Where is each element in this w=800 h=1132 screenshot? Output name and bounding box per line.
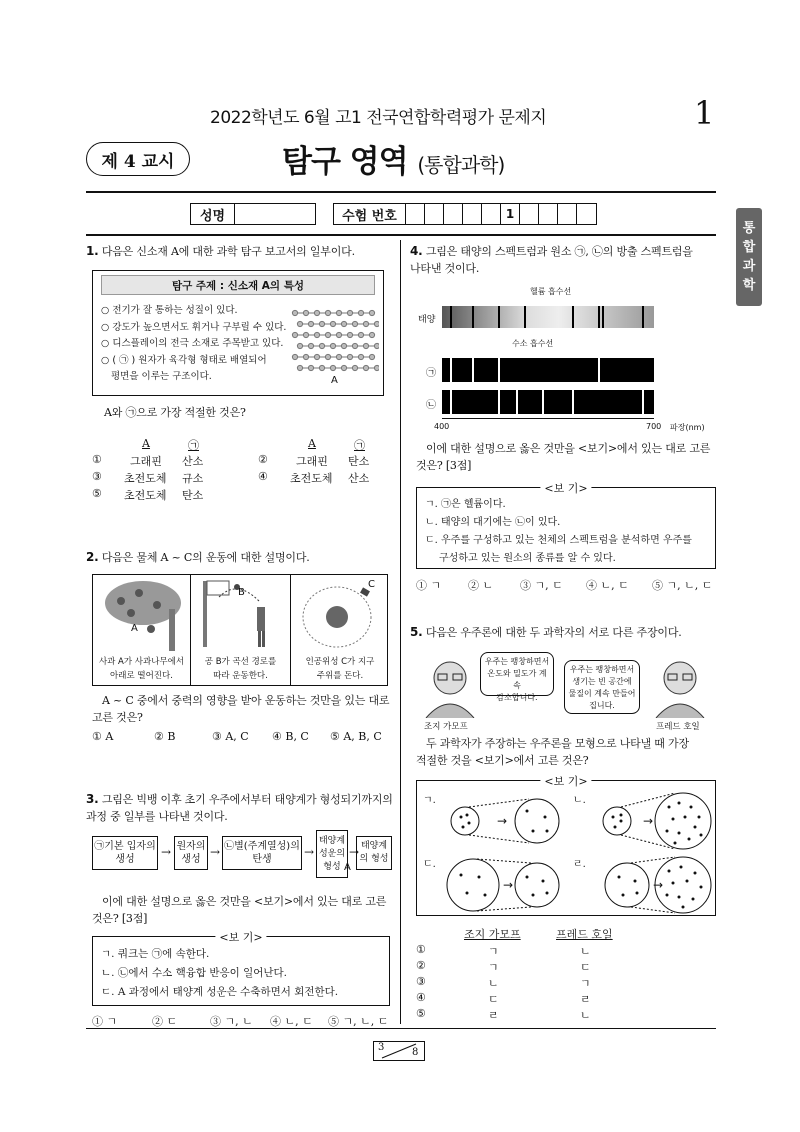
bogi-item: ㄱ. 쿼크는 ㉠에 속한다. (101, 948, 210, 960)
q1-bullets: ○ 전기가 잘 통하는 성질이 있다. ○ 강도가 높으면서도 휘거나 구부릴 수 있다. ○ 디스플레이의 전극 소재로 주목받고 있다. ○ ( ㉠ ) 원자가 육각형 형태로 배열되어 평면을 이루는 구조이다. (101, 305, 287, 382)
svg-text:→: → (643, 814, 654, 828)
svg-text:→: → (503, 878, 514, 892)
q2-choices (92, 730, 392, 746)
panel-label: ㄷ. (423, 859, 436, 870)
q1-question: A와 ㉠으로 가장 적절한 것은? (104, 406, 246, 419)
flow-arrow-icon: → (161, 845, 172, 859)
flow-label-a: A (344, 862, 351, 873)
q5-col-left: 조지 가모프 (464, 928, 521, 941)
q4-choice-2[interactable]: ② ㄴ (468, 579, 494, 592)
q5-choice-5[interactable]: ⑤ ㄹ ㄴ (416, 1007, 591, 1022)
q1-box-title: 탐구 주제 : 신소재 A의 특성 (101, 275, 375, 295)
q1-figure-label: A (331, 375, 338, 386)
q1-stem: 1. 다음은 신소재 A에 대한 과학 탐구 보고서의 일부이다. (86, 244, 355, 258)
svg-text:→: → (653, 878, 664, 892)
page-number: 1 (694, 94, 715, 132)
bogi-item: 구성하고 있는 원소의 종류를 알 수 있다. (439, 553, 616, 564)
flow-step-5: 태양계의 형성 (356, 836, 392, 870)
bogi-title: <보 기> (215, 929, 266, 945)
q5-question: 두 과학자가 주장하는 우주론을 모형으로 나타낼 때 가장 적절한 것을 <보기>에서 고른 것은? (416, 737, 689, 767)
q3-choice-4[interactable]: ④ ㄴ, ㄷ (270, 1015, 313, 1028)
q3-flow-diagram (92, 828, 392, 888)
exam-number-digit: 1 (501, 204, 520, 224)
panel-label: ㄱ. (423, 795, 436, 806)
q2-choice-2[interactable]: ② B (154, 730, 176, 743)
exam-number-label: 수험 번호 (334, 204, 406, 224)
exam-number-cell[interactable] (539, 204, 558, 224)
exam-number-cell[interactable] (520, 204, 539, 224)
bogi-title: <보 기> (540, 773, 591, 789)
gamow-name: 조지 가모프 (424, 722, 468, 732)
apple-tree-icon (101, 579, 186, 651)
panel-label: ㄴ. (573, 795, 586, 806)
page-indicator (373, 1041, 425, 1061)
gamow-speech-bubble: 우주는 팽창하면서 온도와 밀도가 계속 감소합니다. (480, 652, 554, 696)
exam-number-cell[interactable] (444, 204, 463, 224)
sun-spectrum (442, 306, 654, 328)
q5-stem: 5. 다음은 우주론에 대한 두 과학자의 서로 다른 주장이다. (410, 625, 682, 639)
exam-number-cell[interactable] (482, 204, 501, 224)
q5-scientists-figure (416, 650, 716, 732)
q2-choice-3[interactable]: ③ A, C (212, 730, 249, 743)
bogi-item: ㄱ. ㉠은 헬륨이다. (425, 499, 506, 510)
panel-label: ㄹ. (573, 859, 586, 870)
flow-arrow-icon: → (304, 845, 315, 859)
bogi-item: ㄷ. A 과정에서 태양계 성운은 수축하면서 회전한다. (101, 986, 339, 998)
q3-question: 이에 대한 설명으로 옳은 것만을 <보기>에서 있는 대로 고른 것은? [3점] (92, 895, 387, 925)
subject-sub: (통합과학) (417, 153, 505, 177)
q4-choices (416, 577, 720, 593)
q2-figure-box (92, 574, 388, 686)
axis-unit: 파장(nm) (670, 423, 705, 432)
flow-arrow-icon: → (349, 845, 360, 859)
bogi-item: ㄴ. ㉡에서 수소 핵융합 반응이 일어난다. (101, 967, 288, 979)
header-rule (86, 191, 716, 193)
page-total: 8 (412, 1047, 419, 1058)
q1-report-box (92, 270, 384, 396)
exam-number-cell[interactable] (577, 204, 596, 224)
q2-label-a: A (131, 623, 138, 634)
universe-model-diagrams (417, 781, 715, 915)
flow-arrow-icon: → (210, 845, 221, 859)
q4-choice-4[interactable]: ④ ㄴ, ㄷ (586, 579, 629, 592)
exam-number-cell[interactable] (463, 204, 482, 224)
q4-choice-1[interactable]: ① ㄱ (416, 579, 442, 592)
q2-caption-b: 공 B가 곡선 경로를 따라 운동한다. (204, 657, 277, 681)
element-1-spectrum (442, 358, 654, 382)
row-label-2: ㉡ (426, 400, 436, 411)
q2-stem: 2. 다음은 물체 A ~ C의 운동에 대한 설명이다. (86, 550, 310, 564)
hydrogen-label: 수소 흡수선 (512, 339, 554, 348)
q5-choice-1[interactable]: ① ㄱ ㄴ (416, 943, 591, 958)
hoyle-name: 프레드 호일 (656, 722, 700, 732)
gamow-portrait-icon (422, 656, 478, 718)
axis-min: 400 (434, 422, 450, 431)
q2-label-c: C (368, 579, 375, 590)
q3-choice-3[interactable]: ③ ㄱ, ㄴ (210, 1015, 253, 1028)
q5-choices (416, 926, 716, 1026)
q5-col-right: 프레드 호일 (556, 928, 613, 941)
subject-title (282, 136, 504, 181)
name-field[interactable] (235, 204, 315, 224)
q2-choice-1[interactable]: ① A (92, 730, 114, 743)
name-field-box (190, 203, 316, 225)
q4-stem: 4. 그림은 태양의 스펙트럼과 원소 ㉠, ㉡의 방출 스펙트럼을 나타낸 것이다. (410, 244, 693, 275)
element-2-spectrum (442, 390, 654, 414)
graphene-lattice-icon (289, 307, 379, 379)
q4-choice-5[interactable]: ⑤ ㄱ, ㄴ, ㄷ (652, 579, 713, 592)
period-label: 제 4 교시 (86, 142, 190, 176)
q1-choice-1[interactable]: ① 그래핀 산소 (92, 453, 204, 468)
q4-choice-3[interactable]: ③ ㄱ, ㄷ (520, 579, 563, 592)
q2-question: A ~ C 중에서 중력의 영향을 받아 운동하는 것만을 있는 대로 고른 것은? (92, 694, 390, 724)
q5-choice-2[interactable]: ② ㄱ ㄷ (416, 959, 591, 974)
q2-choice-5[interactable]: ⑤ A, B, C (330, 730, 382, 743)
q3-choice-2[interactable]: ② ㄷ (152, 1015, 178, 1028)
q1-choice-5[interactable]: ⑤ 초전도체 탄소 (92, 487, 204, 502)
svg-text:→: → (497, 814, 508, 828)
sun-label: 태양 (418, 315, 436, 325)
header-rule-2 (86, 234, 716, 236)
exam-number-box (333, 203, 597, 225)
exam-number-cell[interactable] (425, 204, 444, 224)
q4-question: 이에 대한 설명으로 옳은 것만을 <보기>에서 있는 대로 고른 것은? [3점] (416, 442, 711, 472)
hoyle-portrait-icon (652, 656, 708, 718)
q5-choice-3[interactable]: ③ ㄴ ㄱ (416, 975, 591, 990)
q3-stem: 3. 그림은 빅뱅 이후 초기 우주에서부터 태양계가 형성되기까지의 과정 중 일부를 나타낸 것이다. (86, 792, 393, 823)
q5-bogi-box (416, 775, 716, 916)
q4-bogi-box (416, 482, 716, 569)
subject-name: 탐구 영역 (282, 144, 408, 180)
bogi-item: ㄷ. 우주를 구성하고 있는 천체의 스펙트럼을 분석하면 우주를 (425, 535, 692, 546)
flow-step-3: ㉡별(주계열성)의 탄생 (222, 836, 302, 870)
bogi-title: <보 기> (540, 480, 591, 496)
flow-step-2: 원자의 생성 (174, 836, 208, 870)
q2-choice-4[interactable]: ④ B, C (272, 730, 309, 743)
row-label-1: ㉠ (426, 368, 436, 379)
q3-choices (92, 1013, 392, 1029)
q2-label-b: B (238, 587, 245, 598)
helium-label: 헬륨 흡수선 (530, 287, 572, 296)
flow-step-1: ㉠기본 입자의 생성 (92, 836, 158, 870)
q3-bogi-box (92, 931, 390, 1006)
page-current: 3 (378, 1042, 385, 1053)
footer-rule (86, 1028, 716, 1029)
q5-choice-4[interactable]: ④ ㄷ ㄹ (416, 991, 591, 1006)
exam-title: 2022학년도 6월 고1 전국연합학력평가 문제지 (210, 108, 547, 128)
name-label: 성명 (191, 204, 235, 224)
column-divider (400, 240, 401, 1024)
q2-caption-a: 사과 A가 사과나무에서 아래로 떨어진다. (98, 657, 185, 681)
q3-choice-5[interactable]: ⑤ ㄱ, ㄴ, ㄷ (328, 1015, 389, 1028)
q3-choice-1[interactable]: ① ㄱ (92, 1015, 118, 1028)
q1-choice-2[interactable]: ② 그래핀 탄소 (258, 453, 370, 468)
subject-side-tab: 통 합 과 학 (736, 208, 762, 306)
exam-number-cell[interactable] (558, 204, 577, 224)
axis-max: 700 (646, 422, 662, 431)
q4-spectrum-figure (416, 284, 716, 434)
bogi-item: ㄴ. 태양의 대기에는 ㉡이 있다. (425, 517, 561, 528)
hoyle-speech-bubble: 우주는 팽창하면서 생기는 빈 공간에 물질이 계속 만들어 집니다. (564, 660, 640, 714)
flow-step-4: 태양계 성운의 형성 (316, 830, 348, 878)
q2-caption-c: 인공위성 C가 지구 주위를 돈다. (305, 657, 375, 681)
exam-number-cell[interactable] (406, 204, 425, 224)
q1-choice-3[interactable]: ③ 초전도체 규소 (92, 470, 204, 485)
q1-choice-4[interactable]: ④ 초전도체 산소 (258, 470, 370, 485)
